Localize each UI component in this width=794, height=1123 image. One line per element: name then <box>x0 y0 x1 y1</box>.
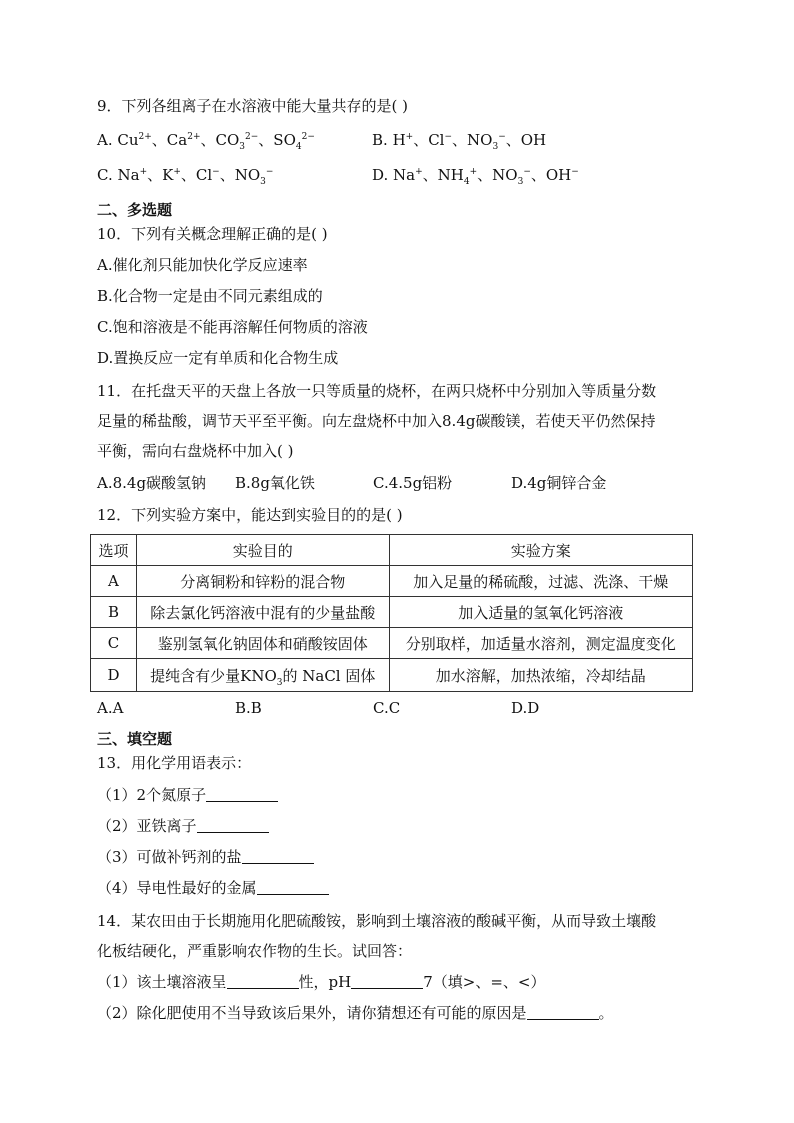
q12-option-a: A.A <box>97 699 124 717</box>
table-cell-plan: 加入足量的稀硫酸，过滤、洗涤、干燥 <box>389 566 692 597</box>
q10-option-d: D.置换反应一定有单质和化合物生成 <box>97 349 339 367</box>
answer-blank[interactable] <box>197 816 269 833</box>
table-cell-option: A <box>91 566 137 597</box>
table-cell-goal: 分离铜粉和锌粉的混合物 <box>136 566 389 597</box>
goal-text-post: 的 NaCl 固体 <box>282 666 376 685</box>
answer-blank[interactable] <box>206 785 278 802</box>
q11-option-a: A.8.4g碳酸氢钠 <box>97 474 207 492</box>
answer-blank[interactable] <box>242 847 314 864</box>
q13-item-2-text: （2）亚铁离子 <box>97 817 197 835</box>
q13-item-1 <box>97 785 278 805</box>
q14-sub-1-text-c: 7（填>、=、<） <box>423 973 546 991</box>
q12-stem: 12．下列实验方案中，能达到实验目的的是( ) <box>97 506 403 524</box>
q9-option-d: D. Na+、$NH_4^+$、$NO_3^-$、OH− <box>372 166 579 187</box>
table-cell-goal: 鉴别氢氧化钠固体和硝酸铵固体 <box>136 628 389 659</box>
q9-option-a: A. $Cu^{2+}$、$Ca^{2+}$、$CO_3^{2-}$、$SO_4^{2-}$ <box>97 131 315 152</box>
q12-option-c: C.C <box>373 699 401 717</box>
table-row <box>91 597 693 628</box>
q12-option-b: B.B <box>235 699 262 717</box>
q11-option-d: D.4g铜锌合金 <box>511 474 607 492</box>
table-header-option: 选项 <box>91 535 137 566</box>
q14-sub-1 <box>97 972 545 992</box>
answer-blank[interactable] <box>527 1003 599 1020</box>
q13-stem: 13．用化学用语表示： <box>97 754 252 772</box>
q10-stem: 10．下列有关概念理解正确的是( ) <box>97 225 328 243</box>
q14-sub-2-text-a: （2）除化肥使用不当导致该后果外，请你猜想还有可能的原因是 <box>97 1004 527 1022</box>
section-title-multi: 二、多选题 <box>97 201 173 219</box>
table-cell-option: B <box>91 597 137 628</box>
q14-line-1: 14．某农田由于长期施用化肥硫酸铵，影响到土壤溶液的酸碱平衡，从而导致土壤酸 <box>97 912 657 930</box>
table-cell-option: C <box>91 628 137 659</box>
q12-option-d: D.D <box>511 699 540 717</box>
answer-blank[interactable] <box>351 972 423 989</box>
table-header-row <box>91 535 693 566</box>
q11-option-b: B.8g氧化铁 <box>235 474 315 492</box>
q10-option-b: B.化合物一定是由不同元素组成的 <box>97 287 323 305</box>
table-cell-goal: 提纯含有少量$KNO_3$的 NaCl 固体 <box>136 659 389 692</box>
q13-item-1-text: （1）2个氮原子 <box>97 786 207 804</box>
table-cell-option: D <box>91 659 137 692</box>
q13-item-2 <box>97 816 269 836</box>
q13-item-4 <box>97 878 329 898</box>
q14-sub-1-text-a: （1）该土壤溶液呈 <box>97 973 227 991</box>
q9-option-d-label: D. <box>372 166 394 184</box>
q14-sub-2-text-b: 。 <box>598 1004 614 1022</box>
q14-sub-2 <box>97 1003 614 1023</box>
table-cell-plan: 加入适量的氢氧化钙溶液 <box>389 597 692 628</box>
q14-line-2: 化板结硬化，严重影响农作物的生长。试回答： <box>97 942 413 960</box>
q9-option-a-label: A. <box>97 131 118 149</box>
experiment-table <box>90 534 693 692</box>
q11-line-3: 平衡，需向右盘烧杯中加入( ) <box>97 442 294 460</box>
table-row <box>91 628 693 659</box>
answer-blank[interactable] <box>257 878 329 895</box>
q11-line-1: 11．在托盘天平的天盘上各放一只等质量的烧杯，在两只烧杯中分别加入等质量分数 <box>97 382 657 400</box>
q13-item-3-text: （3）可做补钙剂的盐 <box>97 848 242 866</box>
q9-option-b-label: B. <box>372 131 393 149</box>
table-header-plan: 实验方案 <box>389 535 692 566</box>
q13-item-3 <box>97 847 314 867</box>
q9-stem: 9．下列各组离子在水溶液中能大量共存的是( ) <box>97 97 409 115</box>
answer-blank[interactable] <box>227 972 299 989</box>
q9-option-c: C. Na+、K+、Cl−、$NO_3^-$ <box>97 166 274 187</box>
q9-option-c-label: C. <box>97 166 118 184</box>
q11-option-c: C.4.5g铝粉 <box>373 474 453 492</box>
q11-line-2: 足量的稀盐酸，调节天平至平衡。向左盘烧杯中加入8.4g碳酸镁，若使天平仍然保持 <box>97 412 656 430</box>
table-row <box>91 566 693 597</box>
table-row <box>91 659 693 692</box>
q10-option-c: C.饱和溶液是不能再溶解任何物质的溶液 <box>97 318 368 336</box>
q9-option-b: B. H+、Cl−、$NO_3^-$、OH <box>372 131 547 152</box>
q10-option-a: A.催化剂只能加快化学反应速率 <box>97 256 308 274</box>
q13-item-4-text: （4）导电性最好的金属 <box>97 879 257 897</box>
table-cell-plan: 加水溶解，加热浓缩，冷却结晶 <box>389 659 692 692</box>
table-header-goal: 实验目的 <box>136 535 389 566</box>
table-cell-goal: 除去氯化钙溶液中混有的少量盐酸 <box>136 597 389 628</box>
goal-text-pre: 提纯含有少量 <box>150 666 241 685</box>
section-title-fill: 三、填空题 <box>97 730 173 748</box>
q14-sub-1-text-b: 性，pH <box>298 973 352 991</box>
table-cell-plan: 分别取样，加适量水溶剂，测定温度变化 <box>389 628 692 659</box>
